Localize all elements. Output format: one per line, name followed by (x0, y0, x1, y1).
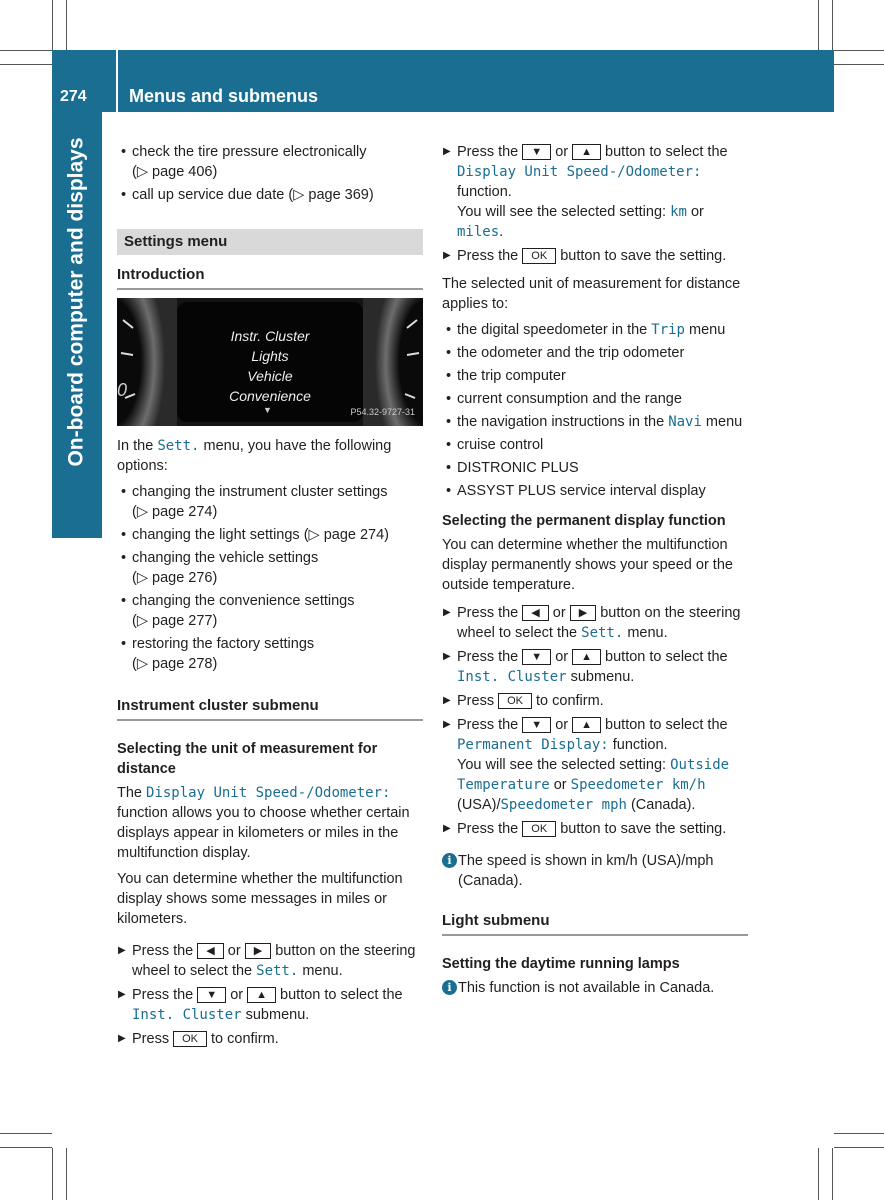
down-key: ▼ (522, 144, 551, 160)
instruction-step: ▶ Press the ▼ or ▲ button to select the Permanent Display: function. You will see the selected setting: Outside Temperature or Speedometer km/h (USA)/Speedometer mph (Canada). (442, 715, 748, 815)
chapter-tab-label-wrap (52, 112, 102, 492)
up-key: ▲ (572, 649, 601, 665)
ok-key: OK (522, 821, 556, 837)
down-key: ▼ (197, 987, 226, 1003)
ok-key: OK (522, 248, 556, 264)
info-note: i The speed is shown in km/h (USA)/mph (Canada). (442, 851, 748, 891)
crop-mark (834, 50, 884, 51)
crop-mark (818, 0, 819, 50)
list-item: • restoring the factory settings (▷ page 278) (117, 634, 423, 674)
crop-mark (818, 1148, 819, 1200)
list-item: • check the tire pressure electronically (▷ page 406) (117, 142, 423, 182)
paragraph: In the Sett. menu, you have the following options: (117, 438, 392, 474)
list-item: • changing the convenience settings (▷ page 277) (117, 591, 423, 631)
paragraph: The Display Unit Speed-/Odometer: function allows you to choose whether certain displays appear in kilometers or miles in the multifunction display. (117, 785, 410, 861)
list-item: • the odometer and the trip odometer (442, 343, 748, 363)
crop-mark (0, 1133, 52, 1134)
up-key: ▲ (572, 717, 601, 733)
cluster-menu-item: Convenience (229, 388, 311, 404)
down-key: ▼ (522, 717, 551, 733)
down-key: ▼ (522, 649, 551, 665)
right-column (442, 142, 748, 1004)
instruction-step: ▶ Press the ▼ or ▲ button to select the Inst. Cluster submenu. (442, 647, 748, 687)
page-title: Menus and submenus (129, 86, 319, 106)
info-note: i This function is not available in Canada. (442, 978, 748, 998)
instruction-step: ▶ Press OK to confirm. (117, 1029, 423, 1049)
up-key: ▲ (572, 144, 601, 160)
ok-key: OK (173, 1031, 207, 1047)
heading-introduction: Introduction (117, 265, 423, 290)
instruction-step: ▶ Press the OK button to save the setting. (442, 246, 748, 266)
cluster-menu (117, 326, 423, 406)
list-item: • current consumption and the range (442, 389, 748, 409)
heading-light-submenu: Light submenu (442, 911, 748, 936)
left-column (117, 142, 423, 1053)
list-item: • cruise control (442, 435, 748, 455)
instrument-cluster-image (117, 298, 423, 426)
heading-daytime-running-lamps: Setting the daytime running lamps (442, 956, 680, 972)
crop-mark (52, 0, 53, 50)
crop-mark (0, 64, 52, 65)
info-icon: i (442, 980, 457, 995)
info-icon: i (442, 853, 457, 868)
crop-mark (834, 64, 884, 65)
crop-mark (832, 0, 833, 50)
right-key: ▶ (245, 943, 271, 959)
section-heading-settings: Settings menu (117, 229, 423, 255)
crop-mark (0, 1147, 52, 1148)
list-item: • ASSYST PLUS service interval display (442, 481, 748, 501)
list-item: • DISTRONIC PLUS (442, 458, 748, 478)
list-item: • call up service due date (▷ page 369) (117, 185, 423, 205)
list-item: • changing the vehicle settings (▷ page 276) (117, 548, 423, 588)
header-divider (116, 50, 118, 112)
list-item: • changing the instrument cluster settings (▷ page 274) (117, 482, 423, 522)
cluster-menu-item: Vehicle (247, 368, 293, 384)
list-item: • the digital speedometer in the Trip menu (442, 320, 748, 340)
crop-mark (832, 1148, 833, 1200)
instruction-step: ▶ Press the ▼ or ▲ button to select the Inst. Cluster submenu. (117, 985, 423, 1025)
instruction-step: ▶ Press the ◀ or ▶ button on the steering wheel to select the Sett. menu. (117, 941, 423, 981)
instruction-step: ▶ Press OK to confirm. (442, 691, 748, 711)
heading-permanent-display: Selecting the permanent display function (442, 513, 726, 529)
left-key: ◀ (197, 943, 223, 959)
crop-mark (834, 1147, 884, 1148)
crop-mark (66, 1148, 67, 1200)
cluster-menu-item: Lights (251, 348, 289, 364)
paragraph: You can determine whether the multifunction display permanently shows your speed or the outside temperature. (442, 537, 733, 593)
paragraph: You can determine whether the multifunction display shows some messages in miles or kilometers. (117, 871, 403, 927)
crop-mark (834, 1133, 884, 1134)
instruction-step: ▶ Press the ▼ or ▲ button to select the Display Unit Speed-/Odometer: function. You will see the selected setting: km or miles. (442, 142, 748, 242)
crop-mark (66, 0, 67, 50)
heading-instrument-cluster: Instrument cluster submenu (117, 696, 423, 721)
paragraph: The selected unit of measurement for distance applies to: (442, 276, 741, 312)
cluster-menu-item: Instr. Cluster (230, 328, 310, 344)
chapter-tab-label: On-board computer and displays (65, 137, 88, 467)
crop-mark (52, 1148, 53, 1200)
heading-unit-of-measurement: Selecting the unit of measurement for distance (117, 741, 378, 777)
page-number: 274 (60, 88, 87, 105)
svg-text:0: 0 (117, 380, 128, 400)
list-item: • changing the light settings (▷ page 274) (117, 525, 423, 545)
right-key: ▶ (570, 605, 596, 621)
left-key: ◀ (522, 605, 548, 621)
instruction-step: ▶ Press the OK button to save the setting. (442, 819, 748, 839)
down-arrow-icon: ▼ (263, 405, 272, 415)
image-code: P54.32-9727-31 (350, 407, 415, 417)
up-key: ▲ (247, 987, 276, 1003)
crop-mark (0, 50, 52, 51)
list-item: • the navigation instructions in the Navi menu (442, 412, 748, 432)
list-item: • the trip computer (442, 366, 748, 386)
instruction-step: ▶ Press the ◀ or ▶ button on the steering wheel to select the Sett. menu. (442, 603, 748, 643)
ok-key: OK (498, 693, 532, 709)
